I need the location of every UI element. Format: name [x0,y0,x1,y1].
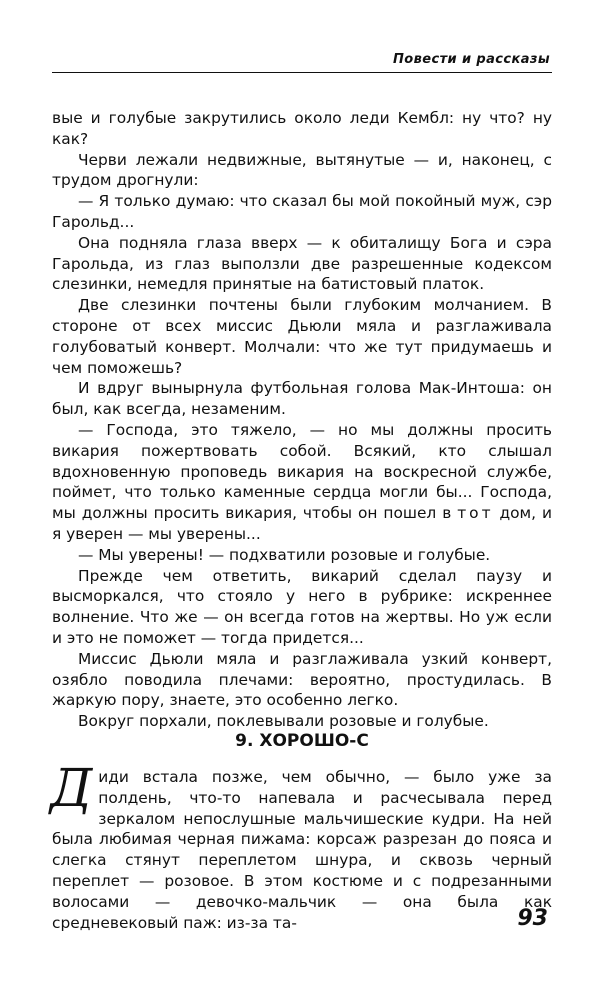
paragraph: Черви лежали недвижные, вытянутые — и, наконец, с трудом дрогнули: [52,150,552,190]
paragraph: вые и голубые закрутились около леди Кембл: ну что? ну как? [52,109,552,148]
body-text-bottom [50,759,552,933]
paragraph-text: иди встала позже, чем обычно, — было уже за полдень, что-то напевала и расчесывала перед зеркалом непослушные мальчишеские кудри. На ней была любимая черная пижама: корсаж разрезан до пояса и слегка стянут переплетом шнура, и сквозь черный переплет — розовое. В этом костюме и с подрезанными волосами — девочко-мальчик — она была как средневековый паж: из-за та- [52,768,552,932]
emphasized-word: тот [457,504,494,523]
paragraph: Она подняла глаза вверх — к обиталищу Бога и сэра Гарольда, из глаз выползли две разрешенные кодексом слезинки, немедля принятые на батистовый платок. [52,233,552,294]
paragraph: Прежде чем ответить, викарий сделал паузу и высморкался, что стояло у него в рубрике: искреннее волнение. Что же — он всегда готов на жертвы. Но уж если и это не поможет — тогда придется... [52,566,552,647]
paragraph: — Я только думаю: что сказал бы мой покойный муж, сэр Гарольд... [52,192,552,231]
paragraph: Вокруг порхали, поклевывали розовые и голубые. [78,712,489,731]
running-head [52,52,552,72]
running-head-title: Повести и рассказы [393,52,550,67]
paragraph: И вдруг вынырнула футбольная голова Мак-Интоша: он был, как всегда, незаменим. [52,379,552,419]
paragraph: Миссис Дьюли мяла и разглаживала узкий конверт, озябло поводила плечами: вероятно, простудилась. В жаркую пору, знаете, это особенно легко. [52,649,552,710]
chapter-heading: 9. ХОРОШО-С [235,731,369,751]
chapter-opening-paragraph [50,759,552,933]
page-number: 93 [517,906,548,931]
drop-cap: Д [50,759,93,819]
header-rule [52,72,552,73]
paragraph: — Мы уверены! — подхватили розовые и голубые. [78,545,491,564]
paragraph-text: — Господа, это тяжело, — но мы должны просить викария пожертвовать собой. Всякий, кто слышал вдохновенную проповедь викария на воскресной службе, поймет, что только каменные сердца могли бы... Господа, мы должны просить викария, чтобы он пошел в [52,420,552,523]
paragraph-text: дом, и я уверен — мы уверены... [52,504,552,543]
paragraph [52,420,552,545]
body-text-top [52,108,552,732]
paragraph: Две слезинки почтены были глубоким молчанием. В стороне от всех миссис Дьюли мяла и разглаживала голубоватый конверт. Молчали: что же тут придумаешь и чем поможешь? [52,296,552,377]
